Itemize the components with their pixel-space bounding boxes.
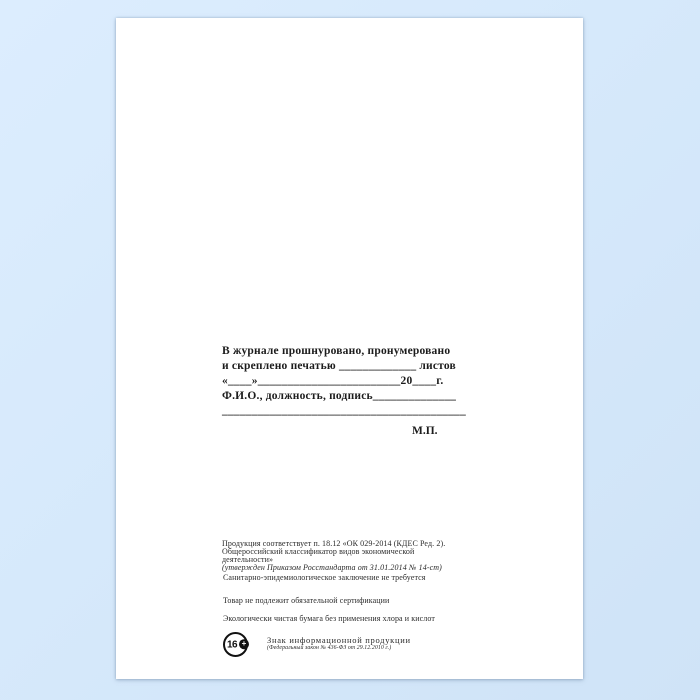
journal-back-page [116, 18, 583, 679]
compliance-line-italic: (утвержден Приказом Росстандарта от 31.01.2014 № 14-ст) [222, 563, 442, 572]
seal-place-label: М.П. [412, 425, 438, 437]
compliance-line: Общероссийский классификатор видов экономической деятельности» [222, 547, 415, 564]
age-mark-label: Знак информационной продукции [267, 635, 411, 645]
certification-stamp-block [222, 344, 466, 419]
certification-date-line: «____»________________________20____г. [222, 375, 444, 387]
certification-blank-line: _________________________________________ [222, 405, 466, 417]
certification-line: и скреплено печатью _____________ листов [222, 360, 456, 372]
age-mark-law-reference: (Федеральный закон № 436-ФЗ от 29.12.2010 г.) [267, 645, 392, 651]
compliance-note [222, 540, 452, 572]
age-rating-plus: + [239, 639, 249, 649]
certification-signature-line: Ф.И.О., должность, подпись______________ [222, 390, 457, 402]
certification-exempt-note: Товар не подлежит обязательной сертификации [223, 596, 390, 605]
certification-line: В журнале прошнуровано, пронумеровано [222, 345, 451, 357]
compliance-line: Продукция соответствует п. 18.12 «ОК 029-2014 (КДЕС Ред. 2). [222, 539, 446, 548]
age-rating-16plus-icon [223, 632, 248, 657]
age-mark-text [267, 635, 411, 652]
sanitary-note: Санитарно-эпидемиологическое заключение не требуется [223, 573, 426, 582]
eco-paper-note: Экологически чистая бумага без применения хлора и кислот [223, 614, 435, 623]
age-rating-digits: 16 [227, 639, 238, 650]
